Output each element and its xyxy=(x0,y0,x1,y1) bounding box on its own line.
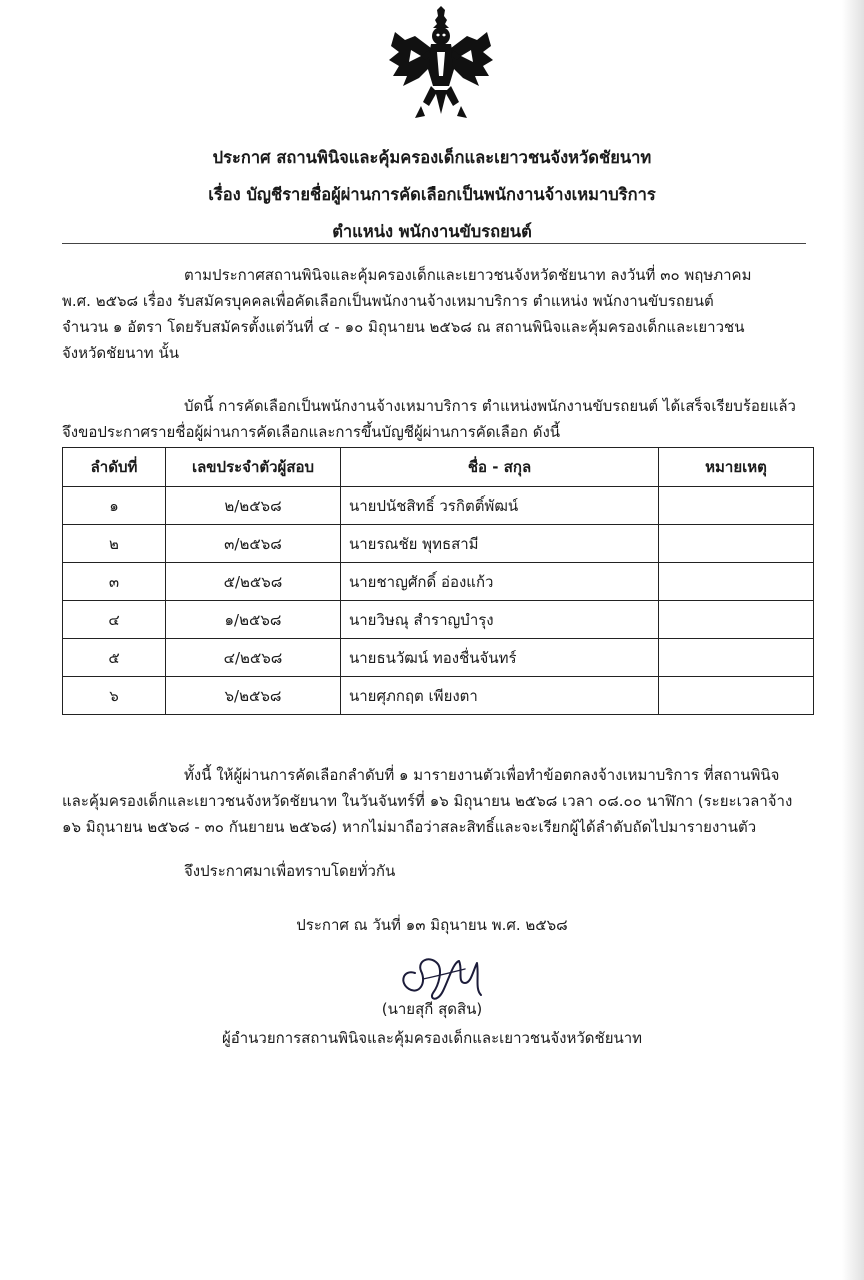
cell-sequence: ๖ xyxy=(63,677,166,715)
cell-full-name: นายรณชัย พุทธสามี xyxy=(341,525,659,563)
garuda-emblem-icon xyxy=(385,6,497,122)
cell-exam-id: ๕/๒๕๖๘ xyxy=(166,563,341,601)
cell-sequence: ๕ xyxy=(63,639,166,677)
cell-exam-id: ๖/๒๕๖๘ xyxy=(166,677,341,715)
announce-line: จึงขอประกาศรายชื่อผู้ผ่านการคัดเลือกและการขึ้นบัญชีผู้ผ่านการคัดเลือก ดังนี้ xyxy=(62,423,561,441)
cell-remarks xyxy=(659,601,814,639)
closing-line: และคุ้มครองเด็กและเยาวชนจังหวัดชัยนาท ในวันจันทร์ที่ ๑๖ มิถุนายน ๒๕๖๘ เวลา ๐๘.๐๐ นาฬิกา (ระยะเวลาจ้าง xyxy=(62,792,793,810)
table-row xyxy=(63,525,814,563)
cell-full-name: นายวิษณุ สำราญบำรุง xyxy=(341,601,659,639)
announce-paragraph xyxy=(62,393,812,445)
signer-position: ผู้อำนวยการสถานพินิจและคุ้มครองเด็กและเยาวชนจังหวัดชัยนาท xyxy=(221,1029,643,1047)
announcement-title: ประกาศ สถานพินิจและคุ้มครองเด็กและเยาวชนจังหวัดชัยนาท xyxy=(212,148,652,167)
table-row xyxy=(63,487,814,525)
cell-exam-id: ๑/๒๕๖๘ xyxy=(166,601,341,639)
cell-remarks xyxy=(659,487,814,525)
signer-name: (นายสุกี สุดสิน) xyxy=(381,1000,483,1018)
header-divider xyxy=(62,243,806,244)
cell-exam-id: ๒/๒๕๖๘ xyxy=(166,487,341,525)
closing-line: ทั้งนี้ ให้ผู้ผ่านการคัดเลือกลำดับที่ ๑ มารายงานตัวเพื่อทำข้อตกลงจ้างเหมาบริการ ที่สถานพินิจ xyxy=(184,766,780,784)
cell-remarks xyxy=(659,525,814,563)
header-remarks: หมายเหตุ xyxy=(659,448,814,487)
intro-line: จำนวน ๑ อัตรา โดยรับสมัครตั้งแต่วันที่ ๔ - ๑๐ มิถุนายน ๒๕๖๘ ณ สถานพินิจและคุ้มครองเด็กและเยาวชน xyxy=(62,318,745,336)
cell-full-name: นายธนวัฒน์ ทองชื่นจันทร์ xyxy=(341,639,659,677)
cell-exam-id: ๓/๒๕๖๘ xyxy=(166,525,341,563)
announcement-date: ประกาศ ณ วันที่ ๑๓ มิถุนายน พ.ศ. ๒๕๖๘ xyxy=(296,916,568,934)
intro-line: จังหวัดชัยนาท นั้น xyxy=(62,344,179,362)
header-exam-id: เลขประจำตัวผู้สอบ xyxy=(166,448,341,487)
cell-sequence: ๑ xyxy=(63,487,166,525)
header-sequence: ลำดับที่ xyxy=(63,448,166,487)
cell-sequence: ๒ xyxy=(63,525,166,563)
cell-sequence: ๓ xyxy=(63,563,166,601)
intro-line: ตามประกาศสถานพินิจและคุ้มครองเด็กและเยาวชนจังหวัดชัยนาท ลงวันที่ ๓๐ พฤษภาคม xyxy=(184,266,752,284)
closing-notice: จึงประกาศมาเพื่อทราบโดยทั่วกัน xyxy=(184,862,396,880)
cell-remarks xyxy=(659,677,814,715)
cell-full-name: นายศุภกฤต เพียงตา xyxy=(341,677,659,715)
cell-remarks xyxy=(659,639,814,677)
cell-full-name: นายปนัชสิทธิ์ วรกิตติ์พัฒน์ xyxy=(341,487,659,525)
closing-line: ๑๖ มิถุนายน ๒๕๖๘ - ๓๐ กันยายน ๒๕๖๘) หากไม่มาถือว่าสละสิทธิ์และจะเรียกผู้ได้ลำดับถัดไปมารายงานตัว xyxy=(62,818,757,836)
table-header-row xyxy=(63,448,814,487)
cell-full-name: นายชาญศักดิ์ อ่องแก้ว xyxy=(341,563,659,601)
announce-line: บัดนี้ การคัดเลือกเป็นพนักงานจ้างเหมาบริการ ตำแหน่งพนักงานขับรถยนต์ ได้เสร็จเรียบร้อยแล้ว xyxy=(184,397,796,415)
table-row xyxy=(63,639,814,677)
header-full-name: ชื่อ - สกุล xyxy=(341,448,659,487)
cell-exam-id: ๔/๒๕๖๘ xyxy=(166,639,341,677)
intro-paragraph xyxy=(62,262,812,366)
announcement-position: ตำแหน่ง พนักงานขับรถยนต์ xyxy=(332,222,532,241)
table-row xyxy=(63,563,814,601)
intro-line: พ.ศ. ๒๕๖๘ เรื่อง รับสมัครบุคคลเพื่อคัดเลือกเป็นพนักงานจ้างเหมาบริการ ตำแหน่ง พนักงานขับรถยนต์ xyxy=(62,292,714,310)
table-row xyxy=(63,677,814,715)
announcement-subject: เรื่อง บัญชีรายชื่อผู้ผ่านการคัดเลือกเป็นพนักงานจ้างเหมาบริการ xyxy=(208,185,656,204)
candidates-table xyxy=(62,447,814,715)
table-row xyxy=(63,601,814,639)
cell-remarks xyxy=(659,563,814,601)
cell-sequence: ๔ xyxy=(63,601,166,639)
closing-paragraph xyxy=(62,762,812,840)
